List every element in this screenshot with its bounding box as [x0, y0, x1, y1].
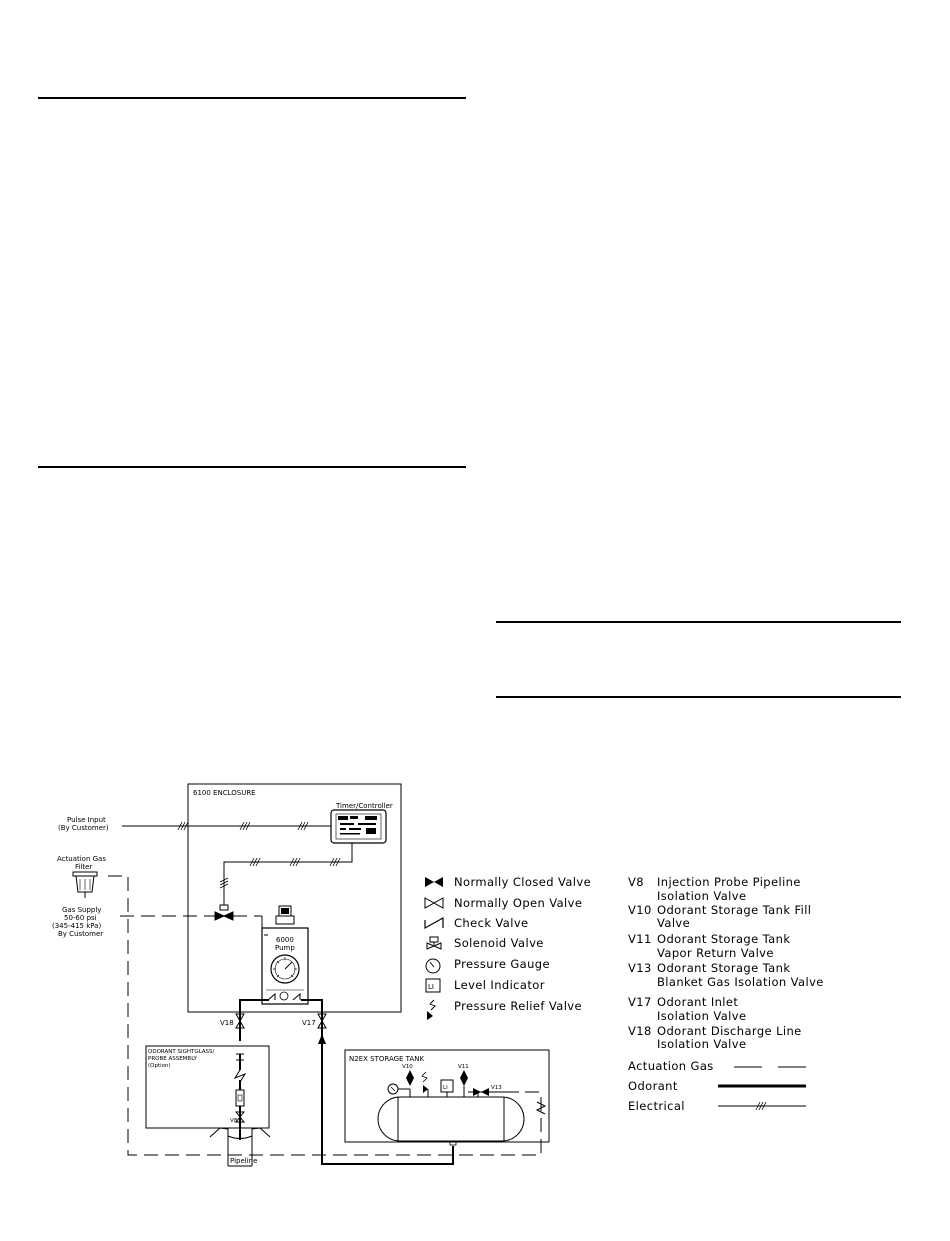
level-indicator-icon-text: LI — [428, 983, 434, 991]
valve-legend — [628, 875, 824, 1051]
legend-actuation-gas-label: Actuation Gas — [628, 1059, 714, 1073]
legend-electrical-label: Electrical — [628, 1099, 685, 1113]
sightglass-line2: PROBE ASSEMBLY — [148, 1056, 197, 1062]
legend-valve-tag: V10 — [628, 903, 652, 917]
legend-symbol-label: Normally Closed Valve — [454, 875, 592, 889]
legend-valve-line2: Valve — [657, 916, 691, 930]
legend-symbol-label: Solenoid Valve — [454, 936, 544, 950]
legend-valve-line2: Isolation Valve — [657, 889, 747, 903]
solenoid-valve-icon — [427, 937, 441, 949]
legend-valve-tag: V13 — [628, 961, 652, 975]
legend-valve-tag: V17 — [628, 995, 652, 1009]
pipeline-label: Pipeline — [230, 1157, 258, 1165]
gas-supply-label: Gas Supply — [62, 906, 102, 914]
pump-label: Pump — [275, 944, 295, 952]
legend-valve-tag: V18 — [628, 1024, 652, 1038]
legend-valve-tag: V8 — [628, 875, 644, 889]
tank-level-indicator: LI — [443, 1085, 448, 1091]
legend-valve-line1: Odorant Storage Tank Fill — [657, 903, 812, 917]
legend-valve-line1: Odorant Storage Tank — [657, 932, 791, 946]
pump — [262, 906, 308, 1004]
legend-valve-line1: Odorant Discharge Line — [657, 1024, 802, 1038]
pulse-by-customer-label: (By Customer) — [58, 824, 109, 832]
pulse-input-label: Pulse Input — [67, 816, 106, 824]
legend-symbol-label: Level Indicator — [454, 978, 545, 992]
gas-psi-label: 50-60 psi — [64, 914, 97, 922]
legend-valve-line1: Injection Probe Pipeline — [657, 875, 801, 889]
gas-kpa-label: (345-415 kPa) — [52, 922, 102, 930]
pressure-gauge-icon — [426, 959, 440, 973]
actuation-gas-label: Actuation Gas — [57, 855, 106, 863]
timer-controller — [331, 802, 393, 843]
solenoid-valve — [215, 905, 233, 920]
pipeline — [210, 1128, 270, 1166]
timer-controller-label: Timer/Controller — [336, 802, 393, 810]
legend-valve-line2: Isolation Valve — [657, 1009, 747, 1023]
gas-by-customer-label: By Customer — [58, 930, 104, 938]
pump-model: 6000 — [276, 936, 294, 944]
symbol-legend — [425, 875, 591, 1020]
line-legend — [628, 1059, 806, 1113]
valve-v18-label: V18 — [220, 1019, 234, 1027]
valve-v10-label: V10 — [402, 1064, 413, 1070]
legend-symbol-label: Check Valve — [454, 916, 529, 930]
legend-valve-tag: V11 — [628, 932, 652, 946]
pressure-relief-valve-icon — [427, 1000, 435, 1020]
sightglass-line3: (Option) — [148, 1063, 171, 1069]
legend-valve-line1: Odorant Storage Tank — [657, 961, 791, 975]
legend-valve-line2: Blanket Gas Isolation Valve — [657, 975, 824, 989]
normally-closed-valve-icon — [425, 877, 443, 887]
legend-symbol-label: Normally Open Valve — [454, 896, 583, 910]
legend-valve-line2: Isolation Valve — [657, 1037, 747, 1051]
odorant-lines — [240, 1000, 453, 1164]
legend-valve-line1: Odorant Inlet — [657, 995, 739, 1009]
pulse-input-line — [58, 816, 331, 832]
enclosure-title: 6100 ENCLOSURE — [193, 789, 256, 797]
controller-solenoid-line — [220, 843, 352, 905]
storage-tank — [345, 1050, 549, 1145]
valve-v17-label: V17 — [302, 1019, 316, 1027]
legend-valve-line2: Vapor Return Valve — [657, 946, 774, 960]
electrical-line-sample — [718, 1102, 806, 1110]
check-valve-icon — [425, 918, 443, 928]
storage-tank-title: N2EX STORAGE TANK — [349, 1055, 425, 1063]
filter-label: Filter — [75, 863, 93, 871]
valve-v8-label: V8 — [230, 1118, 238, 1124]
valve-v13-label: V13 — [491, 1085, 502, 1091]
normally-open-valve-icon — [425, 898, 443, 908]
sightglass-assembly — [146, 1046, 269, 1128]
sightglass-line1: ODORANT SIGHTGLASS/ — [148, 1049, 215, 1055]
legend-symbol-label: Pressure Relief Valve — [454, 999, 582, 1013]
legend-symbol-label: Pressure Gauge — [454, 957, 550, 971]
flow-arrow-icon — [318, 1034, 326, 1044]
legend-odorant-label: Odorant — [628, 1079, 678, 1093]
level-indicator-icon — [426, 979, 440, 992]
valve-v11-label: V11 — [458, 1064, 469, 1070]
actuation-gas-filter — [52, 855, 106, 938]
